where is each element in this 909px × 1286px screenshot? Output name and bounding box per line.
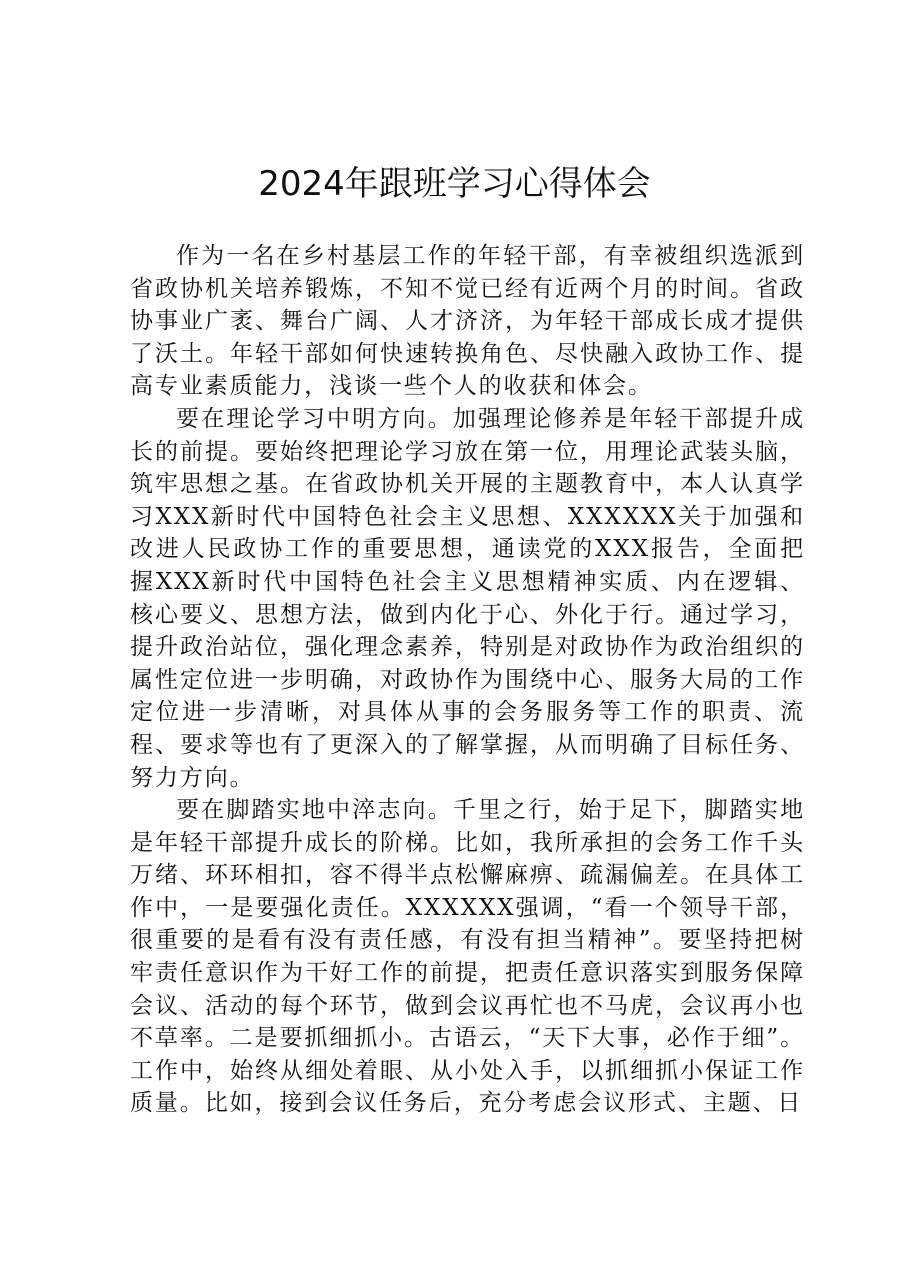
document-body [130,240,805,1120]
paragraph-down-to-earth: 要在脚踏实地中淬志向。千里之行，始于足下，脚踏实地是年轻干部提升成长的阶梯。比如，我所承担的会务工作千头万绪、环环相扣，容不得半点松懈麻痹、疏漏偏差。在具体工作中，一是要强化责任。XXXXXX强调，“看一个领导干部，很重要的是看有没有责任感，有没有担当精神”。要坚持把树牢责任意识作为干好工作的前提，把责任意识落实到服务保障会议、活动的每个环节，做到会议再忙也不马虎，会议再小也不草率。二是要抓细抓小。古语云，“天下大事，必作于细”。工作中，始终从细处着眼、从小处入手，以抓细抓小保证工作质量。比如，接到会议任务后，充分考虑会议形式、主题、日 [130,797,805,1117]
paragraph-theory-study: 要在理论学习中明方向。加强理论修养是年轻干部提升成长的前提。要始终把理论学习放在第一位，用理论武装头脑，筑牢思想之基。在省政协机关开展的主题教育中，本人认真学习XXX新时代中国特色社会主义思想、XXXXXX关于加强和改进人民政协工作的重要思想，通读党的XXX报告，全面把握XXX新时代中国特色社会主义思想精神实质、内在逻辑、核心要义、思想方法，做到内化于心、外化于行。通过学习，提升政治站位，强化理念素养，特别是对政协作为政治组织的属性定位进一步明确，对政协作为围绕中心、服务大局的工作定位进一步清晰，对具体从事的会务服务等工作的职责、流程、要求等也有了更深入的了解掌握，从而明确了目标任务、努力方向。 [130,405,805,791]
document-title: 2024年跟班学习心得体会 [258,164,651,204]
paragraph-intro: 作为一名在乡村基层工作的年轻干部，有幸被组织选派到省政协机关培养锻炼，不知不觉已经有近两个月的时间。省政协事业广袤、舞台广阔、人才济济，为年轻干部成长成才提供了沃土。年轻干部如何快速转换角色、尽快融入政协工作、提高专业素质能力，浅谈一些个人的收获和体会。 [130,243,805,400]
